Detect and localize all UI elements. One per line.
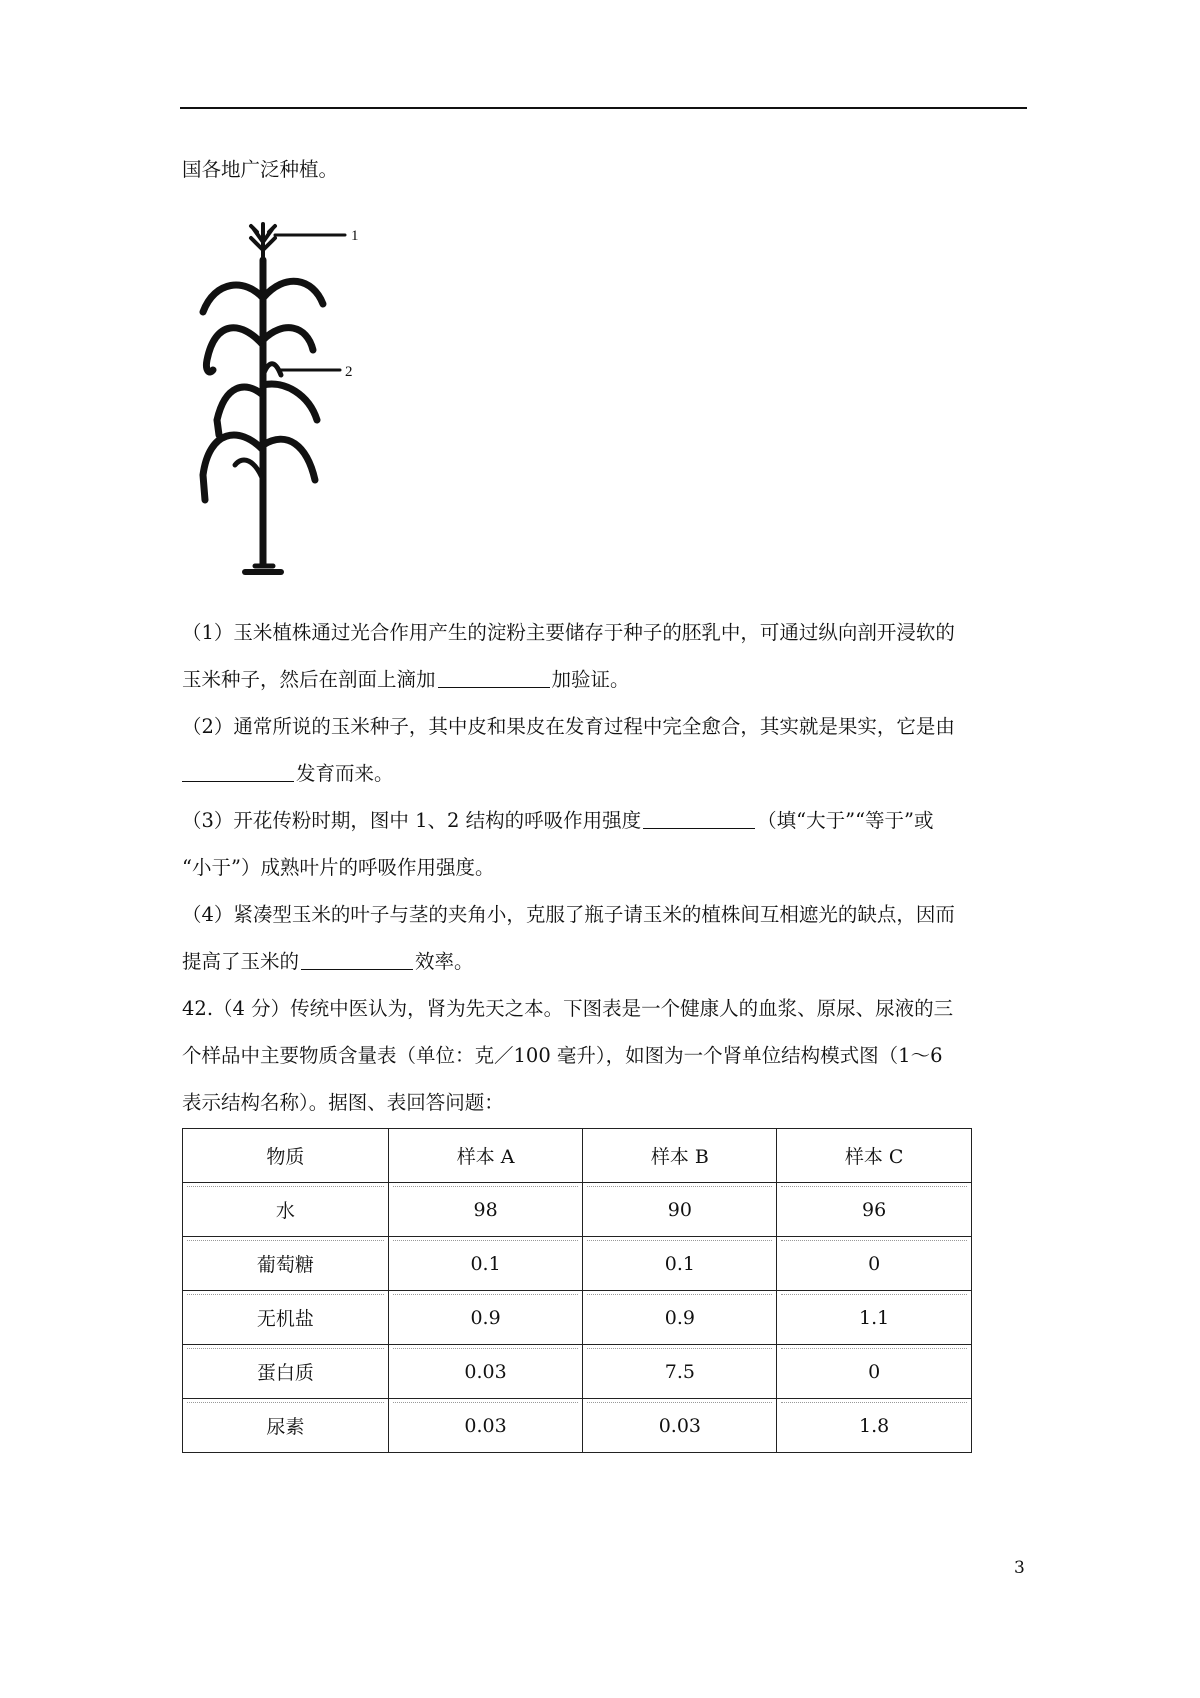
table-cell: 90 xyxy=(583,1183,777,1237)
table-cell: 葡萄糖 xyxy=(183,1237,389,1291)
table-cell: 96 xyxy=(777,1183,972,1237)
continuation-text: 国各地广泛种植。 xyxy=(182,158,339,181)
table-cell: 0 xyxy=(777,1237,972,1291)
table-header-row xyxy=(183,1129,972,1183)
table-header-cell: 物质 xyxy=(183,1129,389,1183)
table-cell: 0 xyxy=(777,1345,972,1399)
page-number: 3 xyxy=(1014,1558,1025,1578)
table-row xyxy=(183,1345,972,1399)
table-cell: 0.03 xyxy=(583,1399,777,1453)
table-cell: 0.1 xyxy=(583,1237,777,1291)
table-row xyxy=(183,1399,972,1453)
table-cell: 尿素 xyxy=(183,1399,389,1453)
q4-line1: （4）紧凑型玉米的叶子与茎的夹角小，克服了瓶子请玉米的植株间互相遮光的缺点，因而 xyxy=(182,903,955,926)
q3-line2: “小于”）成熟叶片的呼吸作用强度。 xyxy=(182,856,495,879)
table-row xyxy=(183,1237,972,1291)
table-cell: 0.03 xyxy=(388,1345,583,1399)
q1-line2: 玉米种子，然后在剖面上滴加 加验证。 xyxy=(182,668,630,691)
q4-line2: 提高了玉米的 效率。 xyxy=(182,950,474,973)
table-row xyxy=(183,1183,972,1237)
table-cell: 98 xyxy=(388,1183,583,1237)
table-header-cell: 样本 B xyxy=(583,1129,777,1183)
q2-line2: 发育而来。 xyxy=(182,760,394,788)
q42-line2: 个样品中主要物质含量表（单位：克／100 毫升），如图为一个肾单位结构模式图（1～6 xyxy=(182,1044,943,1067)
table-cell: 7.5 xyxy=(583,1345,777,1399)
figure-label-2: 2 xyxy=(345,364,353,380)
answer-blank[interactable] xyxy=(301,949,413,970)
q3-line1: （3）开花传粉时期，图中 1、2 结构的呼吸作用强度 （填“大于”“等于”或 xyxy=(182,809,934,832)
table-header-cell: 样本 C xyxy=(777,1129,972,1183)
table-row xyxy=(183,1291,972,1345)
table-cell: 1.1 xyxy=(777,1291,972,1345)
table-header-cell: 样本 A xyxy=(388,1129,583,1183)
answer-blank[interactable] xyxy=(438,667,550,688)
table-cell: 1.8 xyxy=(777,1399,972,1453)
table-cell: 0.9 xyxy=(583,1291,777,1345)
table-cell: 0.1 xyxy=(388,1237,583,1291)
table-cell: 0.03 xyxy=(388,1399,583,1453)
figure-label-1: 1 xyxy=(351,228,359,244)
q42-line3: 表示结构名称）。据图、表回答问题： xyxy=(182,1091,504,1114)
answer-blank[interactable] xyxy=(182,761,294,782)
table-cell: 无机盐 xyxy=(183,1291,389,1345)
table-cell: 0.9 xyxy=(388,1291,583,1345)
q42-line1: 42.（4 分）传统中医认为，肾为先天之本。下图表是一个健康人的血浆、原尿、尿液的三 xyxy=(182,997,954,1020)
table-cell: 水 xyxy=(183,1183,389,1237)
table-cell: 蛋白质 xyxy=(183,1345,389,1399)
corn-plant-figure xyxy=(195,220,375,585)
header-rule xyxy=(180,107,1027,109)
q2-line1: （2）通常所说的玉米种子，其中皮和果皮在发育过程中完全愈合，其实就是果实，它是由 xyxy=(182,715,955,738)
substance-content-table xyxy=(182,1128,972,1453)
answer-blank[interactable] xyxy=(643,808,755,829)
q1-line1: （1）玉米植株通过光合作用产生的淀粉主要储存于种子的胚乳中，可通过纵向剖开浸软的 xyxy=(182,621,955,644)
